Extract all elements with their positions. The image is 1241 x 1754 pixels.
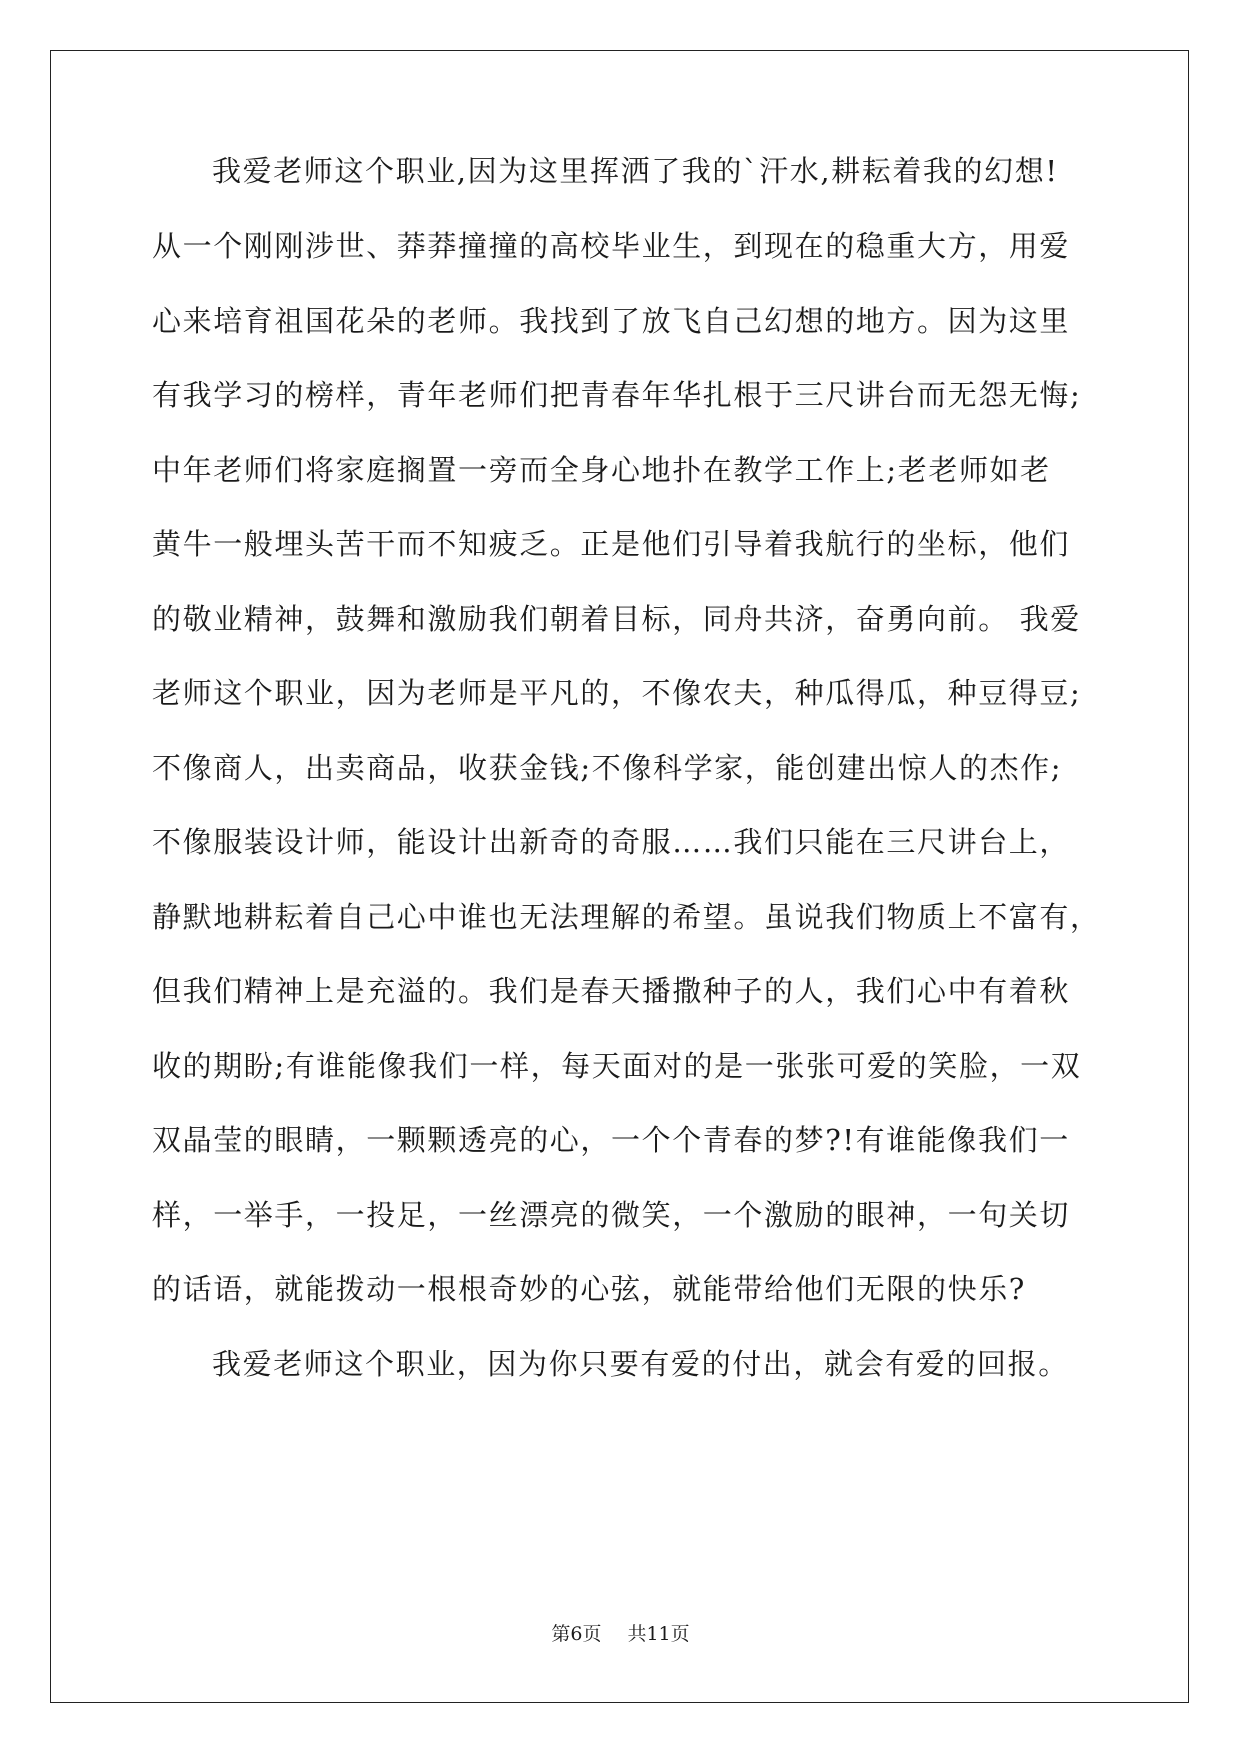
- paragraph-1-line-9: 不像商人，出卖商品，收获金钱;不像科学家，能创建出惊人的杰作;: [152, 751, 1063, 785]
- page-number: 第6页: [551, 1623, 602, 1645]
- page-total: 共11页: [627, 1623, 690, 1645]
- paragraph-2-line-1: 我爱老师这个职业，因为你只要有爱的付出，就会有爱的回报。: [212, 1347, 1069, 1381]
- paragraph-1-line-10: 不像服装设计师，能设计出新奇的奇服……我们只能在三尺讲台上，: [152, 825, 1071, 859]
- paragraph-1-line-13: 收的期盼;有谁能像我们一样，每天面对的是一张张可爱的笑脸，一双: [152, 1049, 1082, 1083]
- paragraph-1-line-1: 我爱老师这个职业,因为这里挥洒了我的`汗水,耕耘着我的幻想!: [212, 154, 1059, 188]
- paragraph-1-line-7: 的敬业精神，鼓舞和激励我们朝着目标，同舟共济，奋勇向前。 我爱: [152, 602, 1081, 636]
- paragraph-1-line-12: 但我们精神上是充溢的。我们是春天播撒种子的人，我们心中有着秋: [152, 974, 1071, 1008]
- paragraph-1-line-6: 黄牛一般埋头苦干而不知疲乏。正是他们引导着我航行的坐标，他们: [152, 527, 1071, 561]
- paragraph-1-line-3: 心来培育祖国花朵的老师。我找到了放飞自己幻想的地方。因为这里: [152, 304, 1071, 338]
- paragraph-1-line-8: 老师这个职业，因为老师是平凡的，不像农夫，种瓜得瓜，种豆得豆;: [152, 676, 1082, 710]
- paragraph-1-line-15: 样，一举手，一投足，一丝漂亮的微笑，一个激励的眼神，一句关切: [152, 1198, 1071, 1232]
- page-footer: [0, 1625, 1241, 1644]
- paragraph-1-line-14: 双晶莹的眼睛，一颗颗透亮的心，一个个青春的梦?!有谁能像我们一: [152, 1123, 1070, 1157]
- page-border: [50, 50, 1189, 1703]
- paragraph-1-line-2: 从一个刚刚涉世、莽莽撞撞的高校毕业生，到现在的稳重大方，用爱: [152, 229, 1071, 263]
- paragraph-1-line-16: 的话语，就能拨动一根根奇妙的心弦，就能带给他们无限的快乐?: [152, 1272, 1026, 1306]
- paragraph-1-line-5: 中年老师们将家庭搁置一旁而全身心地扑在教学工作上;老老师如老: [152, 453, 1051, 487]
- paragraph-1-line-11: 静默地耕耘着自己心中谁也无法理解的希望。虽说我们物质上不富有，: [152, 900, 1101, 934]
- paragraph-1-line-4: 有我学习的榜样，青年老师们把青春年华扎根于三尺讲台而无怨无悔;: [152, 378, 1082, 412]
